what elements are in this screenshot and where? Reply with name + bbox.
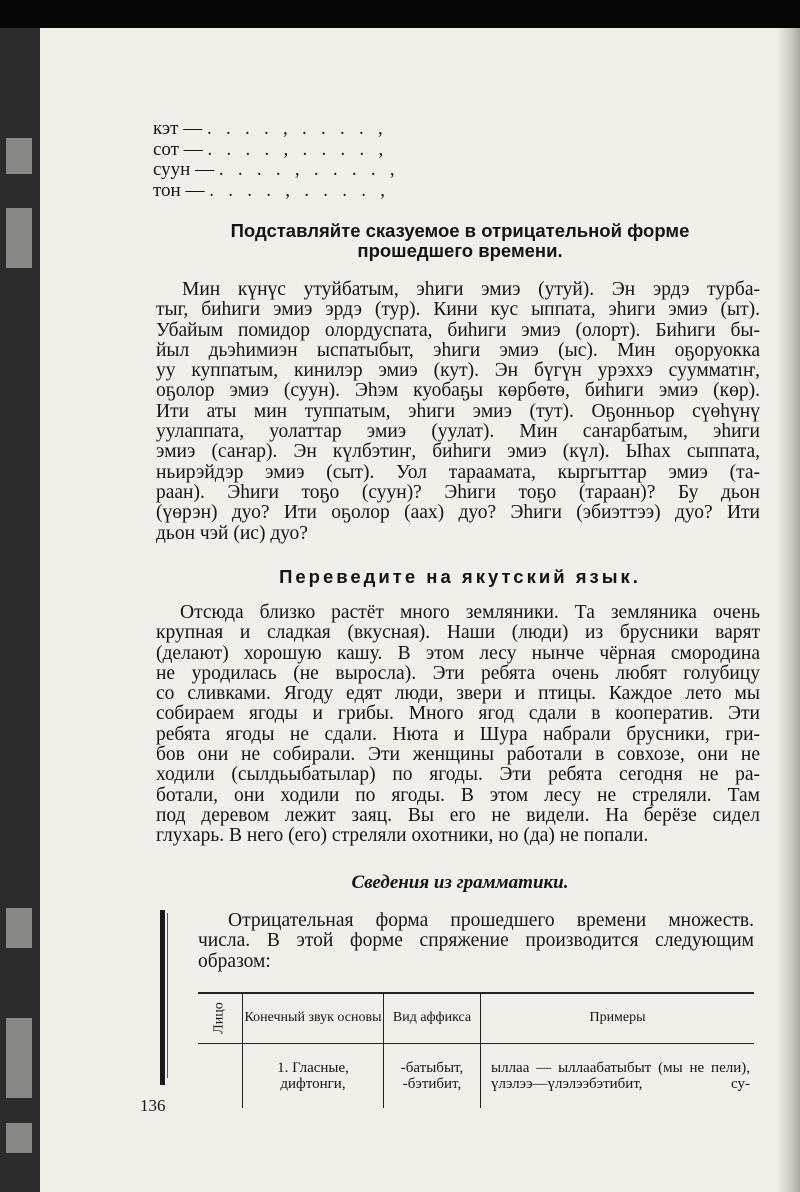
- text-line: образом:: [198, 950, 271, 972]
- exercise-2-text: [156, 603, 760, 847]
- text-line: эмиэ (саҥар). Эн күлбэтиҥ, биhиги эмиэ (күл). Ыhах сыппата,: [156, 441, 760, 463]
- text-line: уу куппатым, кинилэр эмиэ (кут). Эн бүгүн урэххэ суумматıҥ,: [156, 360, 760, 382]
- text-line: ребята ягоды не сдали. Нюта и Шура набрали брусники, гри-: [156, 723, 760, 745]
- text-line: крупная и сладкая (вкусная). Наши (люди) из брусники варят: [156, 622, 760, 644]
- cell-final-sound: 1. Гласные, дифтонги,: [243, 1043, 384, 1108]
- text-line: не уродилась (не выросла). Эти ребята очень любят голубицу: [156, 662, 760, 684]
- exercise-2-title: Переведите на якутский язык.: [279, 566, 641, 587]
- header-person: Лицо: [198, 993, 243, 1043]
- page-number: 136: [140, 1096, 166, 1115]
- cell-person: [198, 1043, 243, 1108]
- grammar-title: Сведения из грамматики.: [351, 872, 569, 893]
- margin-rule: [160, 910, 165, 1085]
- text-line: Отрицательная форма прошедшего времени множеств.: [228, 910, 754, 931]
- cell-affix: -батыбыт, -бэтибит,: [384, 1043, 481, 1108]
- text-line: под деревом лежит заяц. Вы его не видели. На берёзе сидел: [156, 804, 760, 826]
- text-line: тыг, биhиги эмиэ эрдэ (тур). Кини кус ыппата, эhиги эмиэ (ыт).: [156, 299, 760, 321]
- page-edge-shadow: [778, 28, 800, 1192]
- cell-examples: ыллаа — ыллаабатыбыт (мы не пели), үлэлээ—үлэлээбэтибит, су-: [481, 1043, 755, 1108]
- text-line: ботали, они ходили по ягоды. В этом лесу не стреляли. Там: [156, 784, 760, 806]
- text-line: числа. В этой форме спряжение производится следующим: [198, 930, 754, 952]
- text-line: собираем ягоды и грибы. Много ягод сдали в кооператив. Эти: [156, 703, 760, 725]
- text-line: Мин күнүс утуйбатым, эhиги эмиэ (утуй). Эн эрдэ турба-: [182, 279, 760, 300]
- text-line: глухарь. В него (его) стреляли охотники, но (да) не попали.: [156, 825, 649, 847]
- exercise-1-title-line-2: прошедшего времени.: [357, 240, 563, 261]
- scan-top-border: [0, 0, 800, 28]
- text-line: (үөрэн) дуо? Ити оҕолор (аах) дуо? Эhиги (эбиэттээ) дуо? Ити: [156, 502, 760, 524]
- text-line: оҕолор эмиэ (суун). Эhэм куобаҕы көрбөтө, биhиги эмиэ (көр).: [156, 380, 760, 402]
- text-line: раан). Эhиги тоҕо (суун)? Эhиги тоҕо (тараан)? Бу дьон: [156, 481, 760, 503]
- text-line: уулаппата, уолаттар эмиэ (уулат). Мин саҥарбатым, эhиги: [156, 421, 760, 443]
- text-line: бов они не собирали. Эти женщины работали в совхозе, они не: [156, 744, 760, 766]
- text-line: ньирэйдэр эмиэ (сыт). Уол тараамата, кыргыттар эмиэ (та-: [156, 461, 760, 483]
- fill-row: тон — . . . . , . . . . ,: [153, 180, 385, 201]
- exercise-1-text: [156, 280, 760, 544]
- grammar-table: [198, 992, 754, 1108]
- header-examples: Примеры: [481, 993, 755, 1043]
- text-line: Убайым помидор олордуспата, биhиги эмиэ (олорт). Биhиги бы-: [156, 319, 760, 341]
- text-line: ходили (сылдьыбатылар) по ягоды. Эти ребята сегодня не ра-: [156, 764, 760, 786]
- fill-row: суун — . . . . , . . . . ,: [153, 159, 395, 180]
- exercise-1-title-line-1: Подставляйте сказуемое в отрицательной форме: [230, 220, 690, 241]
- text-line: Отсюда близко растёт много земляники. Та земляника очень: [180, 602, 760, 623]
- grammar-text: [198, 911, 754, 972]
- fill-row: кэт — . . . . , . . . . ,: [153, 118, 383, 139]
- fill-row: сот — . . . . , . . . . ,: [153, 139, 384, 160]
- text-line: дьон чэй (ис) дуо?: [156, 522, 308, 544]
- text-line: со сливками. Ягоду едят люди, звери и птицы. Каждое лето мы: [156, 683, 760, 705]
- text-line: Ити аты мин туппатым, эhиги эмиэ (тут). Оҕонньор сүөhүнү: [156, 400, 760, 422]
- text-line: (делают) хорошую кашу. В этом лесу нынче чёрная смородина: [156, 642, 760, 664]
- header-affix: Вид аффикса: [384, 993, 481, 1043]
- margin-rule-thin: [167, 913, 168, 1078]
- header-final-sound: Конечный звук основы: [243, 993, 384, 1043]
- book-spine-strip: [0, 28, 40, 1192]
- text-line: йыл дьэhимиэн ыспатыбыт, эhиги эмиэ (ыс). Мин оҕоруокка: [156, 339, 760, 361]
